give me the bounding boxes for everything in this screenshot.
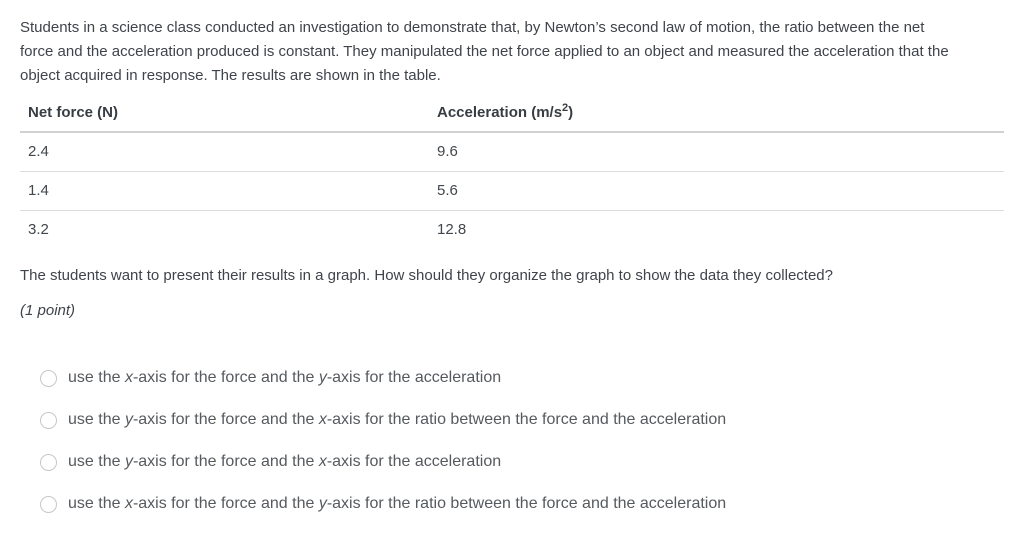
force-cell: 2.4	[28, 143, 49, 160]
table-header-acceleration: Acceleration $(m/s^2)$	[429, 100, 1004, 132]
option-label[interactable]: use the y-axis for the force and the x-axis for the acceleration	[68, 453, 502, 470]
radio-button[interactable]	[40, 454, 57, 471]
table-header-net-force: Net force (N)	[20, 100, 429, 132]
acceleration-cell: 9.6	[437, 143, 458, 160]
table-row	[20, 132, 1004, 172]
answer-option-3[interactable]	[40, 452, 1004, 472]
option-label[interactable]: use the x-axis for the force and the y-axis for the ratio between the force and the acceleration	[68, 495, 727, 512]
radio-button[interactable]	[40, 370, 57, 387]
force-cell: 3.2	[28, 221, 49, 238]
radio-button[interactable]	[40, 496, 57, 513]
force-cell: 1.4	[28, 182, 49, 199]
intro-line: force and the acceleration produced is constant. They manipulated the net force applied to an object and measured the acceleration that the	[20, 43, 949, 60]
results-table	[20, 100, 1004, 249]
answer-option-2[interactable]	[40, 410, 1004, 430]
option-label[interactable]: use the x-axis for the force and the y-axis for the acceleration	[68, 369, 502, 386]
table-row	[20, 172, 1004, 211]
answer-option-4[interactable]	[40, 494, 1004, 514]
option-label[interactable]: use the y-axis for the force and the x-axis for the ratio between the force and the acceleration	[68, 411, 727, 428]
acceleration-cell: 5.6	[437, 182, 458, 199]
points-label: (1 point)	[20, 302, 76, 319]
radio-button[interactable]	[40, 412, 57, 429]
question-intro	[20, 16, 1004, 88]
acceleration-cell: 12.8	[437, 221, 467, 238]
intro-line: Students in a science class conducted an investigation to demonstrate that, by Newton’s second law of motion, the ratio between the net	[20, 19, 925, 36]
question-text: The students want to present their results in a graph. How should they organize the graph to show the data they collected?	[20, 267, 833, 284]
table-header-row	[20, 100, 1004, 132]
answer-option-1[interactable]	[40, 368, 1004, 388]
answer-options	[20, 368, 1004, 514]
table-row	[20, 211, 1004, 250]
intro-line: object acquired in response. The results are shown in the table.	[20, 67, 441, 84]
